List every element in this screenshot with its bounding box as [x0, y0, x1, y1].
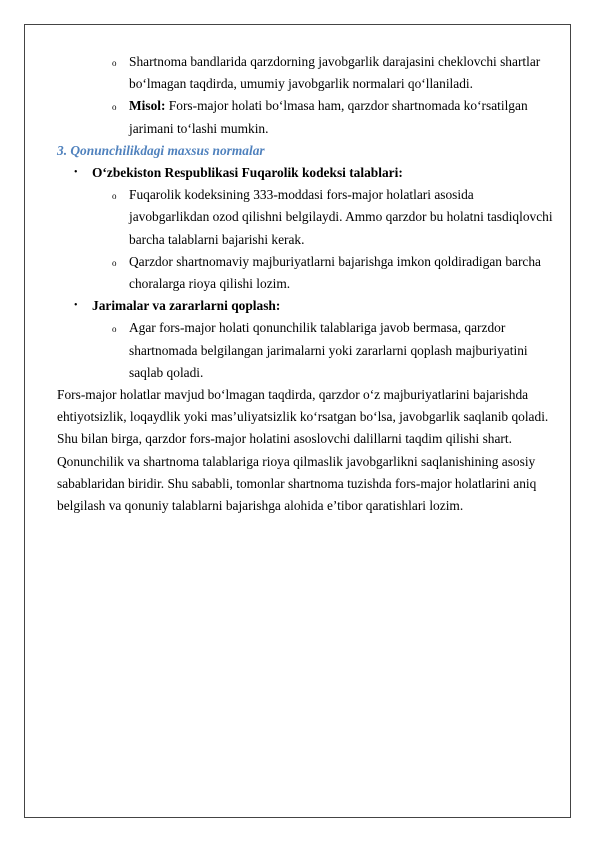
civil-code-subitem-2 [57, 251, 557, 295]
section-item-title: O‘zbekiston Respublikasi Fuqarolik kodeksi talablari: [92, 165, 403, 181]
hollow-bullet-icon: o [112, 191, 117, 202]
hollow-bullet-icon: o [112, 102, 117, 113]
intro-item-2 [57, 95, 557, 139]
section-item-civil-code [57, 162, 557, 184]
intro-item-2-text: Fors-major holati bo‘lmasa ham, qarzdor shartnomada ko‘rsatilgan jarimani to‘lashi mumkin. [129, 98, 528, 136]
bullet-icon: • [74, 300, 78, 312]
subitem-text: Fuqarolik kodeksining 333-moddasi fors-major holatlari asosida javobgarlikdan ozod qilishni belgilaydi. Ammo qarzdor bu holatni tasdiqlovchi barcha talablarni bajarishi kerak. [129, 187, 553, 247]
example-label: Misol: [129, 98, 166, 114]
subitem-text: Qarzdor shartnomaviy majburiyatlarni bajarishga imkon qoldiradigan barcha choralarga rioya qilishi lozim. [129, 253, 541, 292]
civil-code-subitem-1 [57, 184, 557, 251]
subitem-text: Agar fors-major holati qonunchilik talablariga javob bermasa, qarzdor shartnomada belgilangan jarimalarni yoki zararlarni qoplash majburiyatini saqlab qoladi. [129, 320, 528, 380]
intro-item-1 [57, 51, 557, 95]
penalties-subitem-1 [57, 317, 557, 384]
section-item-title: Jarimalar va zararlarni qoplash: [92, 298, 281, 314]
hollow-bullet-icon: o [112, 257, 117, 268]
intro-item-1-text: Shartnoma bandlarida qarzdorning javobgarlik darajasini cheklovchi shartlar bo‘lmagan taqdirda, umumiy javobgarlik normalari qo‘llaniladi. [129, 54, 541, 92]
section-item-penalties [57, 295, 557, 317]
hollow-bullet-icon: o [112, 58, 117, 68]
document-content [57, 51, 557, 517]
closing-paragraph: Fors-major holatlar mavjud bo‘lmagan taqdirda, qarzdor o‘z majburiyatlarini bajarishda ehtiyotsizlik, loqaydlik yoki mas’uliyatsizlik ko‘rsatgan bo‘lsa, javobgarlik saqlanib qoladi. Shu bilan birga, qarzdor fors-major holatini asoslovchi dalillarni taqdim qilishi shart. Qonunchilik va shartnoma talablariga rioya qilmaslik javobgarlikni saqlanishining asosiy sabablaridan biridir. Shu sababli, tomonlar shartnoma tuzishda fors-major holatlarini aniq belgilash va qonuniy talablarni bajarishga alohida e’tibor qaratishlari lozim. [57, 387, 549, 514]
bullet-icon: • [74, 167, 78, 179]
section-heading: 3. Qonunchilikdagi maxsus normalar [57, 142, 265, 158]
hollow-bullet-icon: o [112, 324, 117, 335]
